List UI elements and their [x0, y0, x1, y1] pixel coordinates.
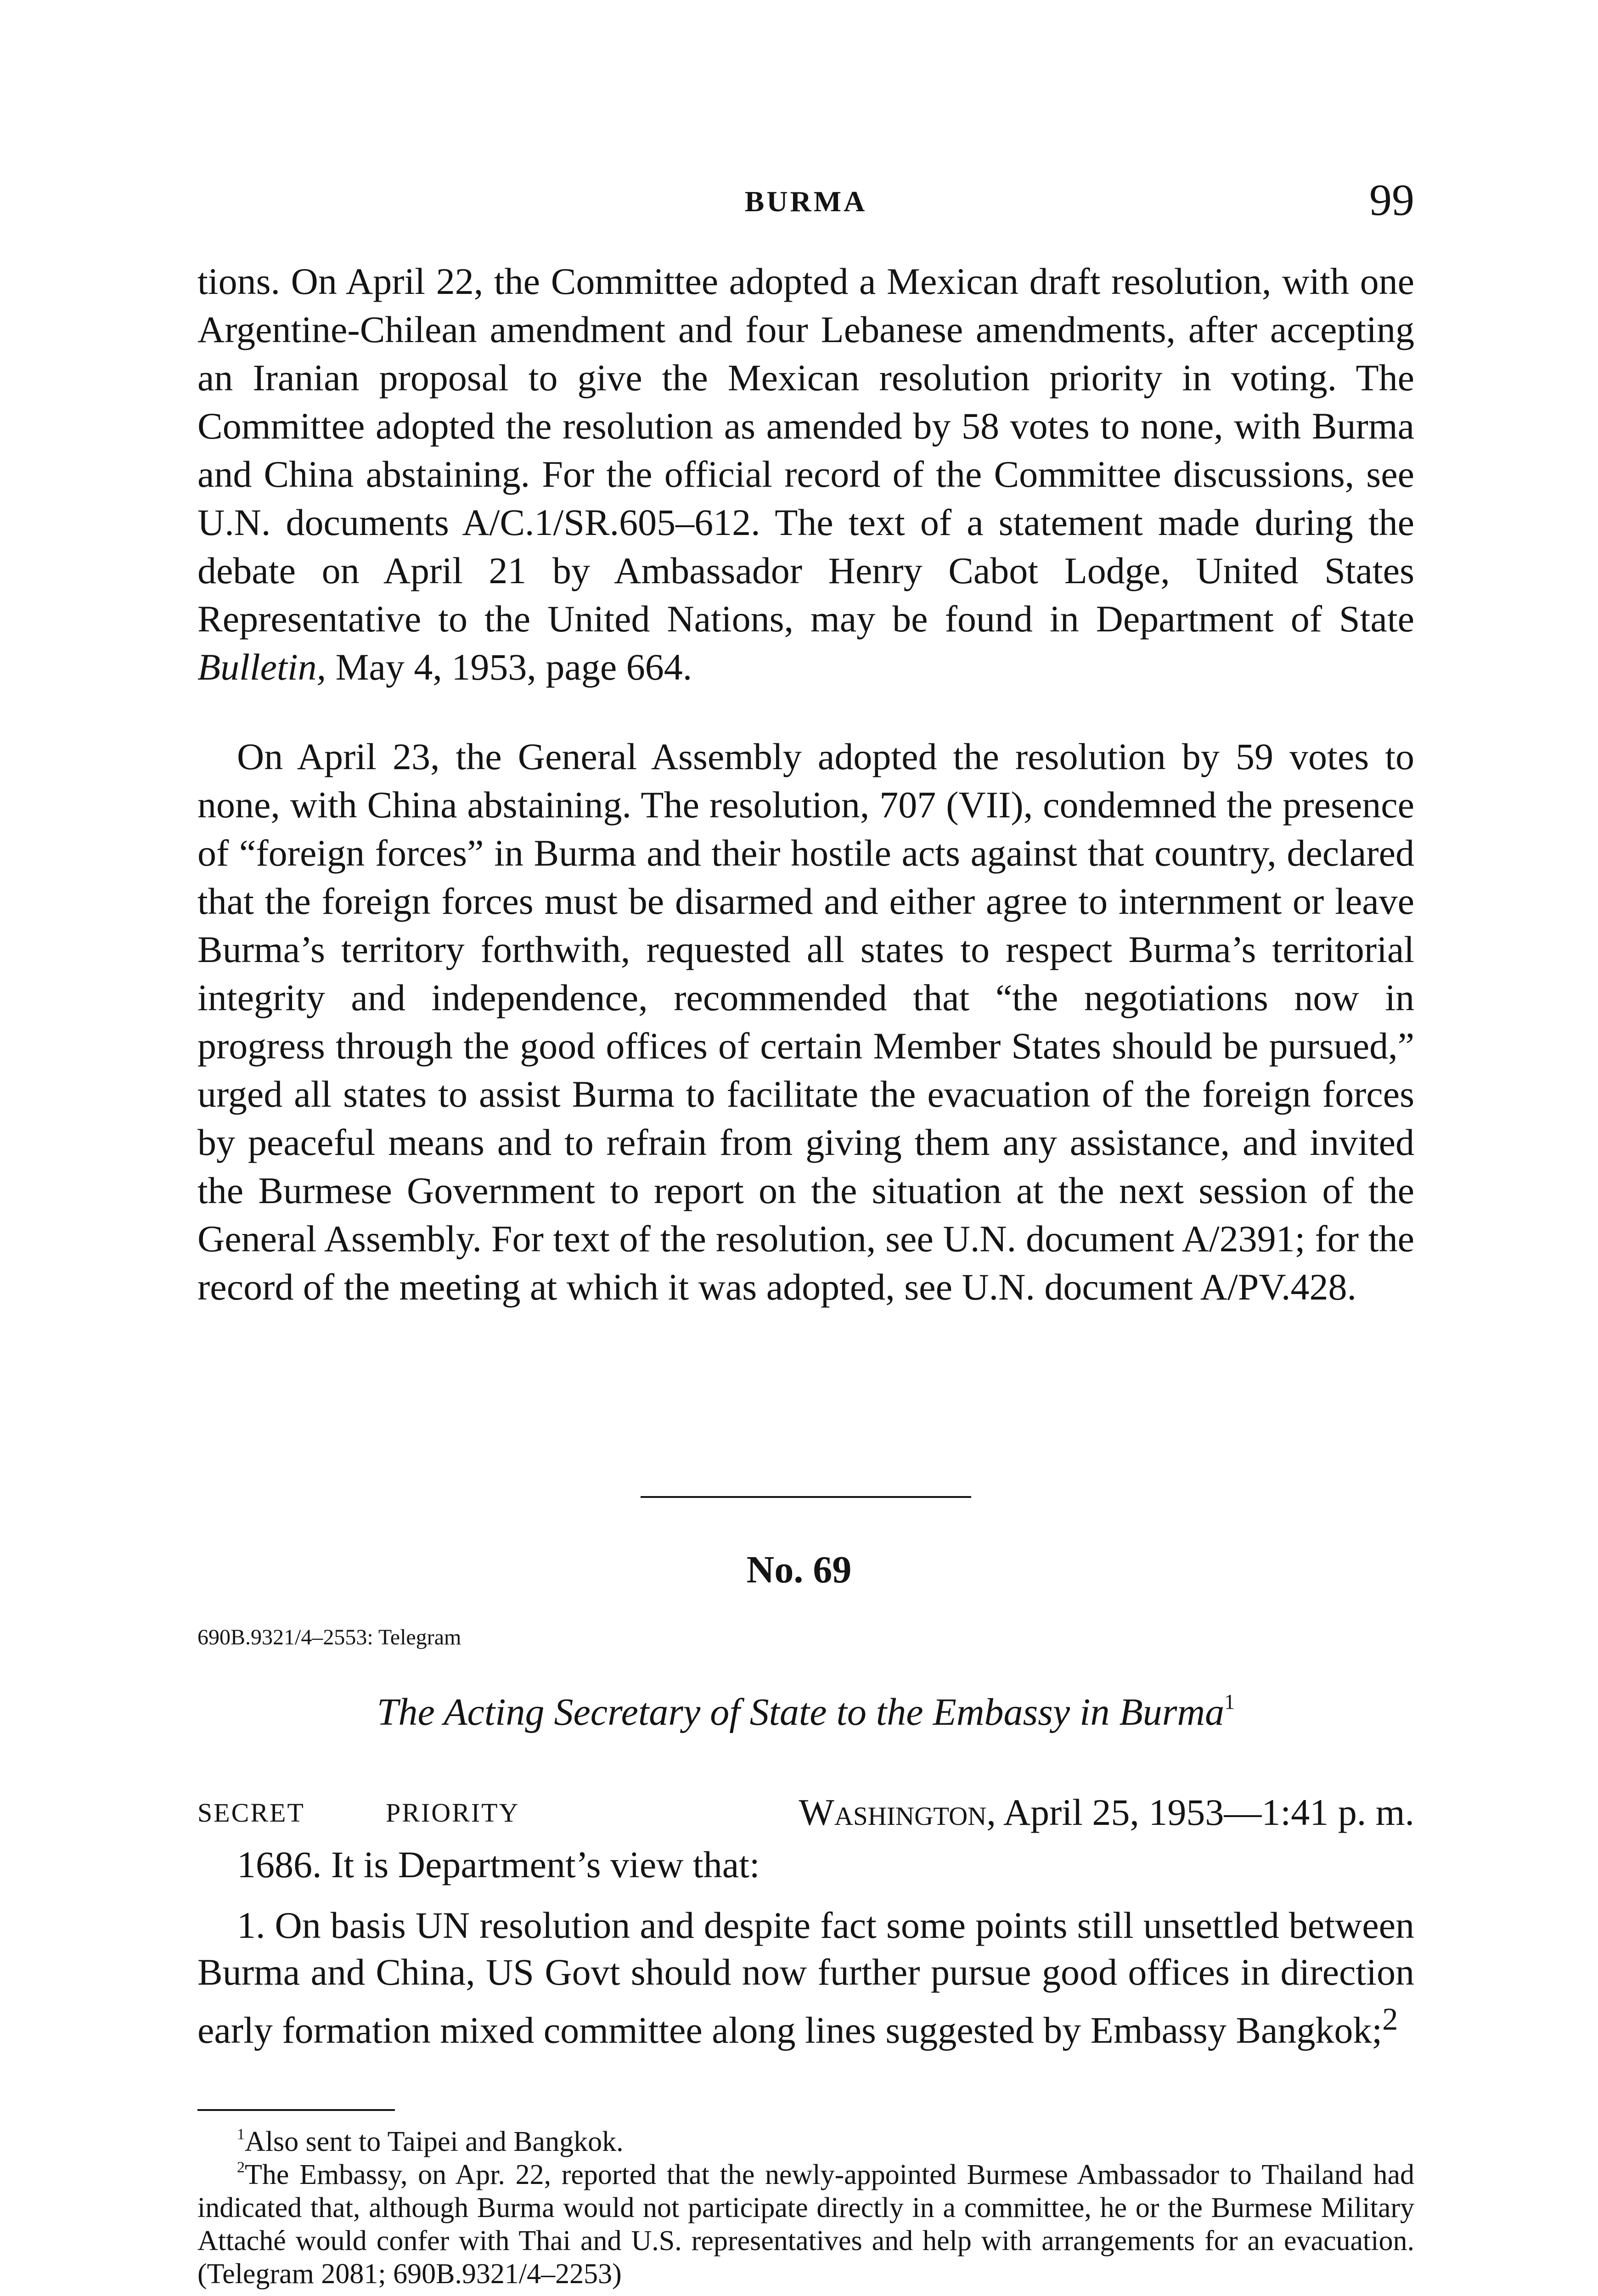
footnotes — [197, 2125, 1414, 2290]
page-number: 99 — [1369, 175, 1414, 225]
paragraph-tail: May 4, 1953, page 664. — [326, 646, 692, 688]
footnote-text: Also sent to Taipei and Bangkok. — [245, 2126, 624, 2157]
telegram-heading — [197, 1791, 1414, 1841]
dateline — [799, 1791, 1415, 1834]
footnote-text: The Embassy, on Apr. 22, reported that the newly-appointed Burmese Ambassador to Thailand had indicated that, although Burma would not participate directly in a committee, he or the Burmese Military Attaché would confer with Thai and U.S. representatives and help with arrangements for an evacuation. (Telegram 2081; 690B.9321/4–2253) — [197, 2159, 1414, 2290]
running-title: BURMA — [744, 185, 867, 218]
document-title — [197, 1690, 1414, 1734]
paragraph: On April 23, the General Assembly adopted the resolution by 59 votes to none, with China abstaining. The resolution, 707 (VII), condemned the presence of “foreign forces” in Burma and their hostile acts against that country, declared that the foreign forces must be disarmed and either agree to internment or leave Burma’s territory forthwith, requested all states to respect Burma’s territorial integrity and independence, recommended that “the negotiations now in progress through the good offices of certain Member States should be pursued,” urged all states to assist Burma to facilitate the evacuation of the foreign forces by peaceful means and to refrain from giving them any assistance, and invited the Burmese Government to report on the situation at the next session of the General Assembly. For text of the resolution, see U.N. document A/2391; for the record of the meeting at which it was adopted, see U.N. document A/PV.428. — [197, 736, 1414, 1308]
bulletin-title: Bulletin, — [197, 646, 326, 688]
document-number: No. 69 — [746, 1548, 852, 1591]
footnote-1 — [197, 2125, 1414, 2158]
section-divider — [641, 1496, 971, 1498]
telegram-paragraph — [197, 1902, 1414, 2054]
paragraph-text: tions. On April 22, the Committee adopted a Mexican draft resolution, with one Argentine-Chilean amendment and four Lebanese amendments, after accepting an Iranian proposal to give the Mexican resolution priority in voting. The Committee adopted the resolution as amended by 58 votes to none, with Burma and China abstaining. For the official record of the Committee discussions, see U.N. documents A/C.1/SR.605–612. The text of a statement made during the debate on April 21 by Ambassador Henry Cabot Lodge, United States Representative to the United Nations, may be found in Department of State — [197, 260, 1414, 640]
file-reference: 690B.9321/4–2553: Telegram — [197, 1625, 461, 1649]
telegram-body-1 — [197, 1841, 1414, 1888]
body-paragraph-2 — [197, 732, 1414, 1311]
dateline-place: Washington, — [799, 1791, 996, 1833]
telegram-body-2 — [197, 1902, 1414, 2054]
footnote-marker: 1 — [1224, 1690, 1235, 1714]
precedence-label: PRIORITY — [386, 1798, 520, 1828]
footnote-mark: 2 — [237, 2159, 245, 2176]
dateline-date: April 25, 1953—1:41 p. m. — [996, 1791, 1414, 1833]
document-title-text: The Acting Secretary of State to the Embassy in Burma — [377, 1691, 1225, 1733]
paragraph — [197, 257, 1414, 691]
body-paragraph-1 — [197, 257, 1414, 691]
telegram-paragraph: 1686. It is Department’s view that: — [237, 1844, 760, 1885]
footnote-mark: 1 — [237, 2126, 245, 2143]
footnote-marker: 2 — [1382, 2002, 1398, 2037]
telegram-paragraph-text: 1. On basis UN resolution and despite fact some points still unsettled between Burma and China, US Govt should now further pursue good offices in direction early formation mixed committee along lines suggested by Embassy Bangkok; — [197, 1904, 1414, 2051]
running-head — [197, 174, 1414, 230]
footnote-2 — [197, 2158, 1414, 2290]
footnote-divider — [197, 2109, 395, 2111]
classification-label: SECRET — [197, 1798, 305, 1828]
